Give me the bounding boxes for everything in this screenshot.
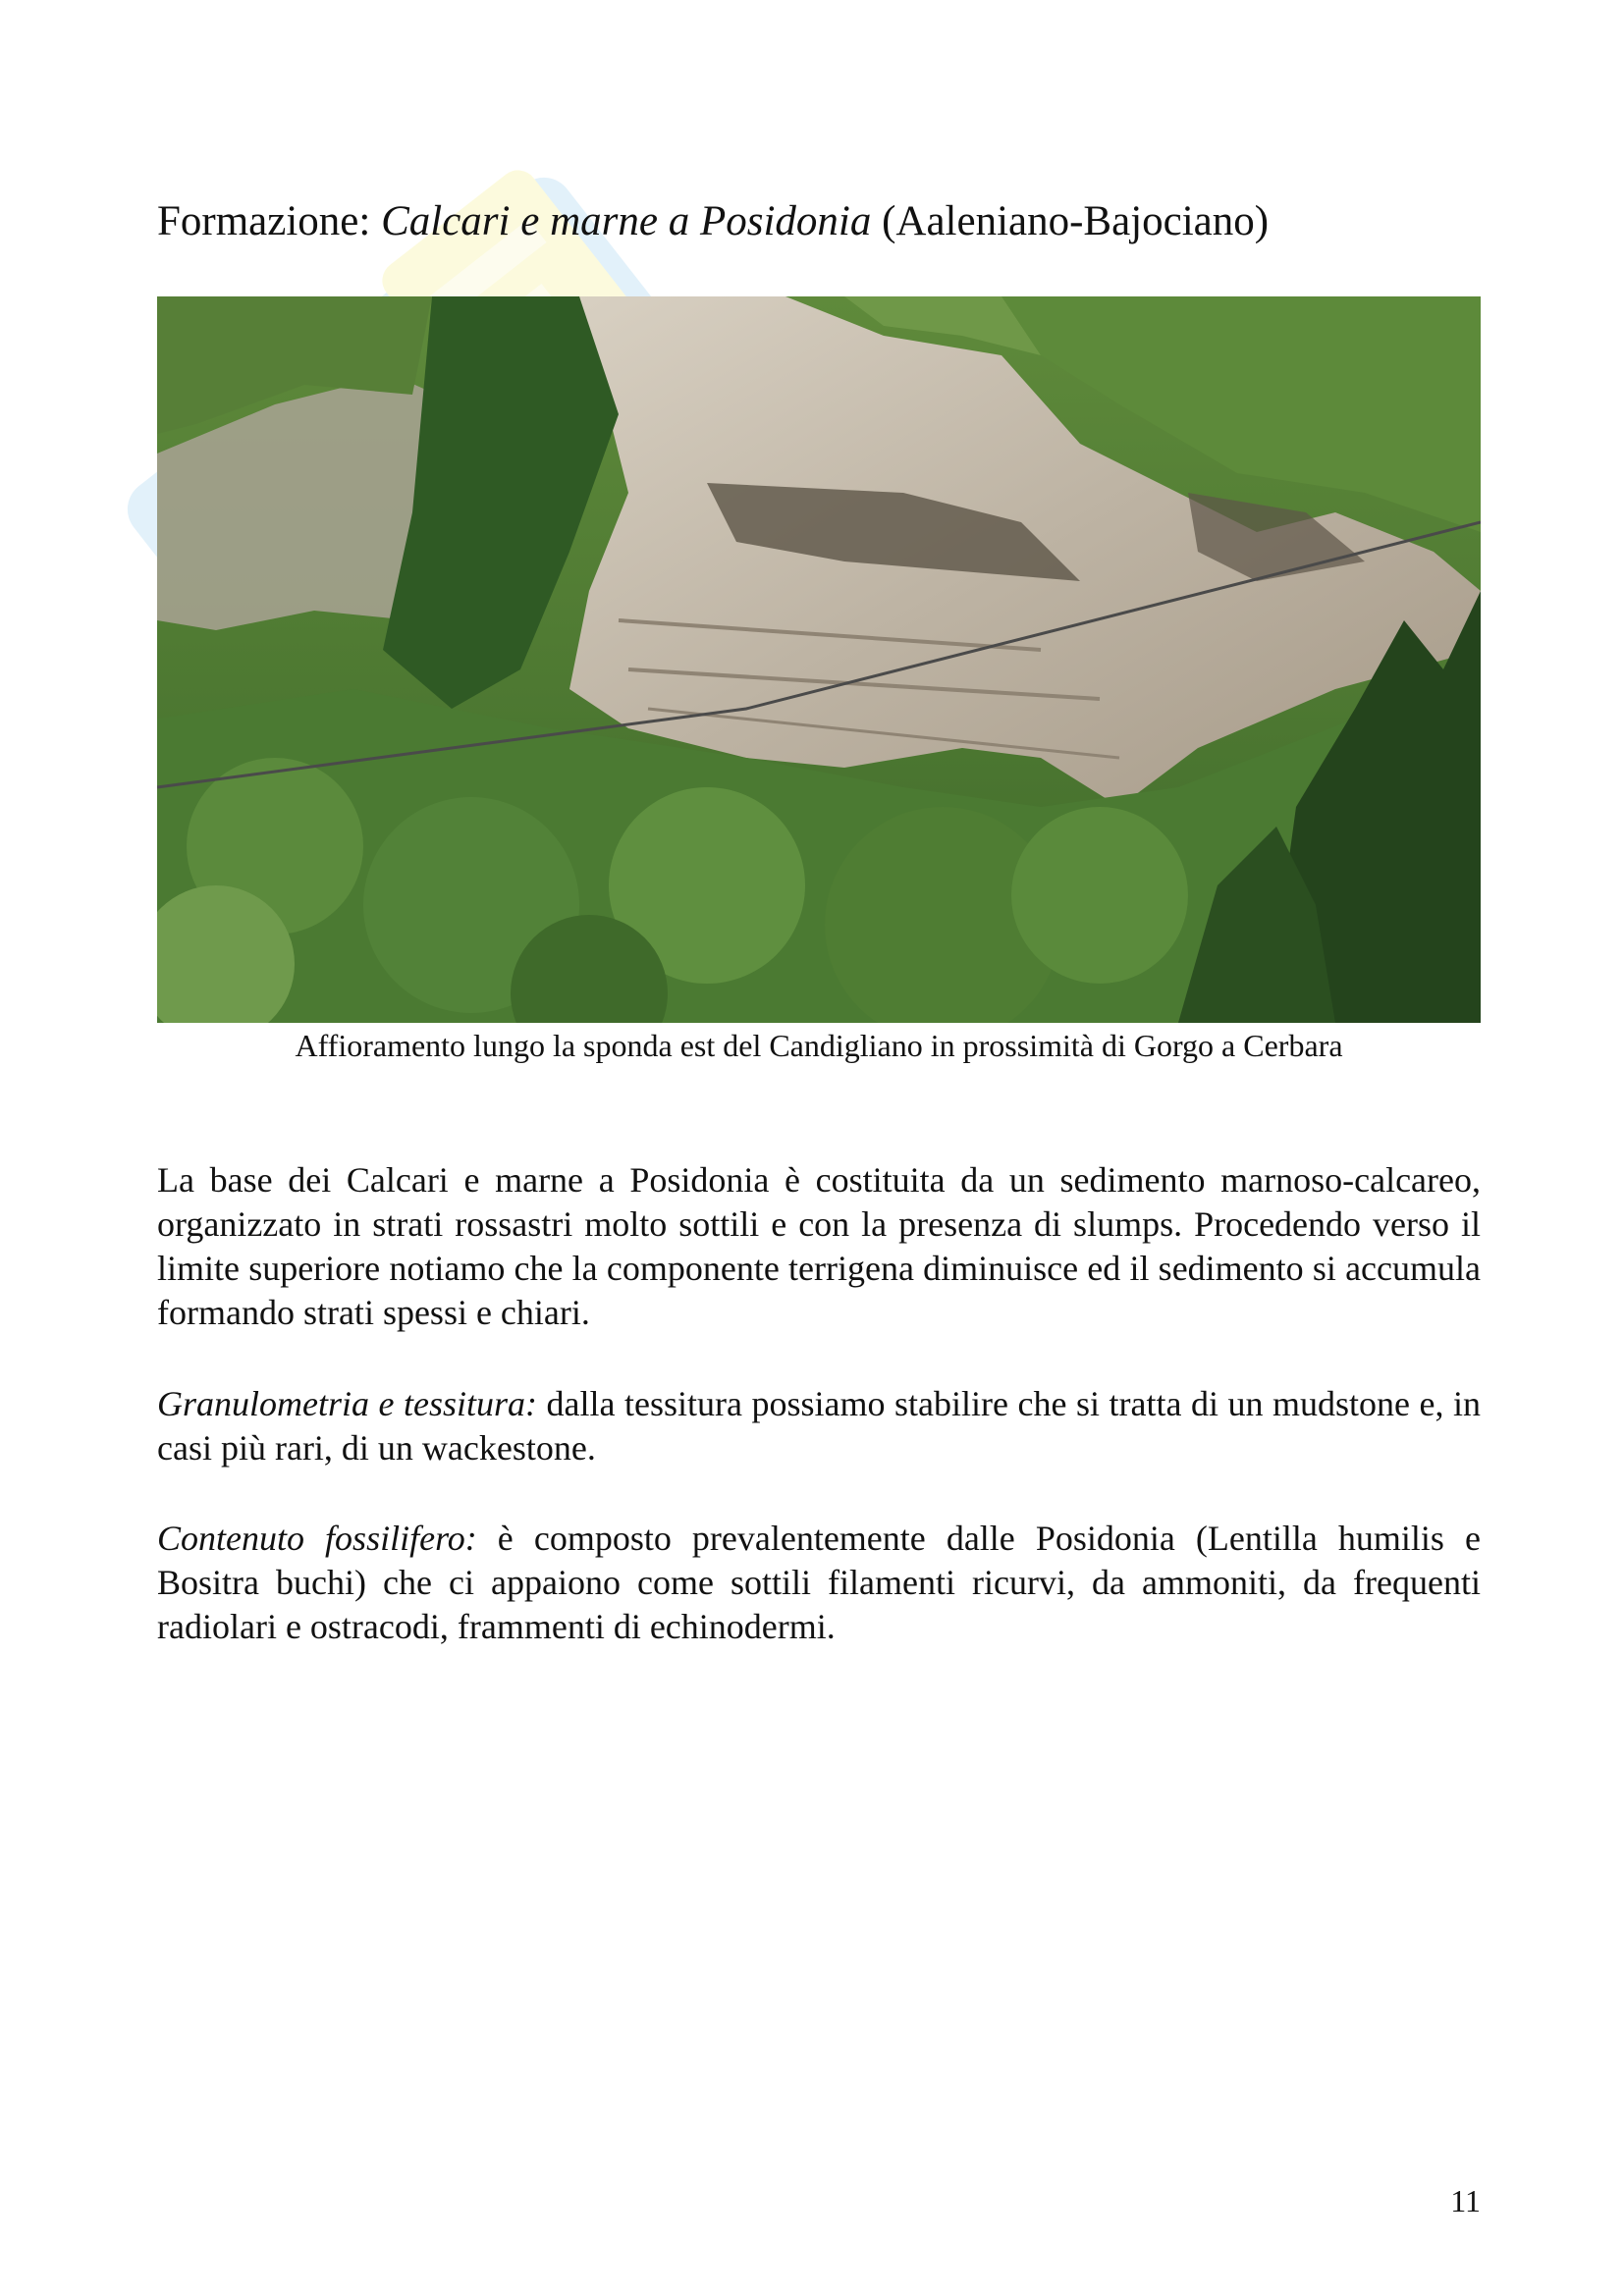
paragraph-base-description: La base dei Calcari e marne a Posidonia è costituita da un sedimento marnoso-calcareo, organizzato in strati rossastri molto sottili e con la presenza di slumps. Procedendo verso il limite superiore notiamo che la componente terrigena diminuisce ed il sedimento si accumula formando strati spessi e chiari. — [157, 1160, 1481, 1332]
page-number: 11 — [1450, 2183, 1481, 2218]
heading-prefix: Formazione: — [157, 198, 382, 244]
granulometry-label: Granulometria e tessitura: — [157, 1384, 538, 1423]
granulometry-text: dalla tessitura possiamo stabilire che si tratta di un mudstone e, in casi più rari, di un wackestone. — [157, 1384, 1481, 1468]
formation-age: (Aaleniano-Bajociano) — [871, 198, 1270, 244]
outcrop-photo — [157, 296, 1481, 1023]
figure-caption: Affioramento lungo la sponda est del Candigliano in prossimità di Gorgo a Cerbara — [295, 1028, 1343, 1063]
paragraph-granulometry — [157, 1382, 1481, 1470]
fossil-content-text: è composto prevalentemente dalle Posidonia (Lentilla humilis e Bositra buchi) che ci appaiono come sottili filamenti ricurvi, da ammoniti, da frequenti radiolari e ostracodi, frammenti di echinodermi. — [157, 1519, 1481, 1646]
formation-name: Calcari e marne a Posidonia — [381, 198, 872, 244]
paragraph-fossil-content — [157, 1517, 1481, 1649]
formation-heading — [157, 192, 1473, 251]
fossil-content-label: Contenuto fossilifero: — [157, 1519, 477, 1558]
